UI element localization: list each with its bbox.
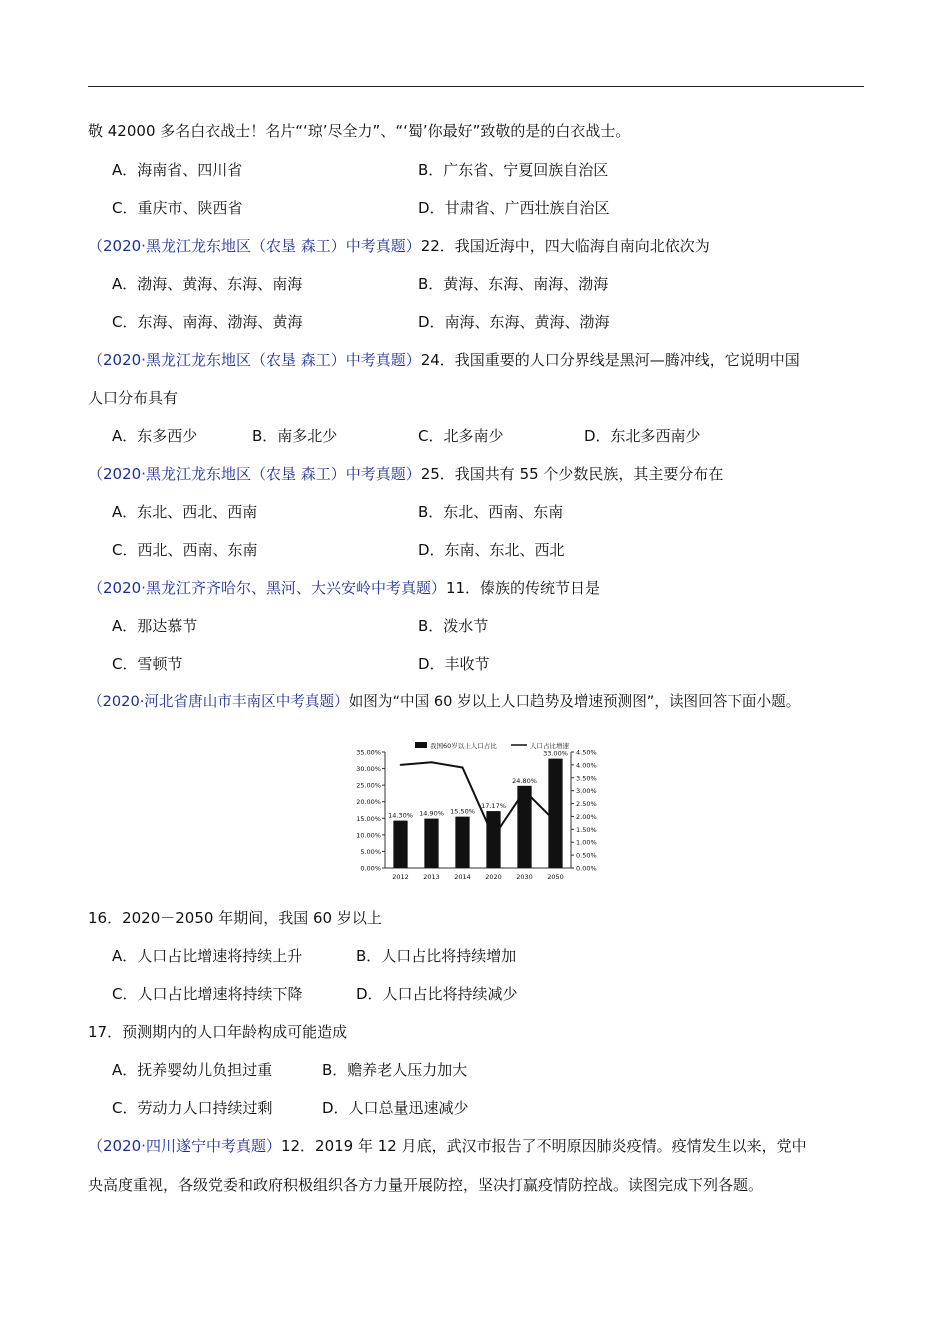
option-d[interactable]: D．东南、东北、西北	[418, 541, 565, 559]
legend-bar-label: 我国60岁以上人口占比	[430, 742, 497, 750]
option-d[interactable]: D．东北多西南少	[584, 427, 701, 445]
question-17: 17．预测期内的人口年龄构成可能造成	[88, 1023, 348, 1041]
option-a[interactable]: A．人口占比增速将持续上升	[112, 947, 303, 965]
question-group-intro	[88, 692, 800, 712]
right-tick-label: 2.00%	[576, 812, 597, 821]
right-tick-label: 4.50%	[576, 748, 597, 757]
option-b[interactable]: B．东北、西南、东南	[418, 503, 564, 521]
right-tick-label: 0.50%	[576, 851, 597, 860]
option-a[interactable]: A．抚养婴幼儿负担过重	[112, 1061, 273, 1079]
option-a[interactable]: A．东多西少	[112, 427, 198, 445]
left-tick-label: 15.00%	[356, 814, 381, 823]
data-label: 15.50%	[450, 807, 475, 816]
question-source: （2020·四川遂宁中考真题）	[88, 1137, 281, 1155]
option-c[interactable]: C．劳动力人口持续过剩	[112, 1099, 273, 1117]
x-tick-label: 2014	[454, 873, 471, 881]
option-d[interactable]: D．人口总量迅速减少	[322, 1099, 469, 1117]
option-b[interactable]: B．黄海、东海、南海、渤海	[418, 275, 609, 293]
question-stem: 25．我国共有 55 个少数民族，其主要分布在	[420, 465, 724, 483]
question-stem: 22．我国近海中，四大临海自南向北依次为	[420, 237, 710, 255]
option-d[interactable]: D．人口占比将持续减少	[356, 985, 518, 1003]
data-label: 24.80%	[512, 776, 537, 785]
question-11	[88, 578, 600, 598]
question-source: （2020·黑龙江齐齐哈尔、黑河、大兴安岭中考真题）	[88, 579, 446, 597]
data-label: 17.17%	[481, 802, 506, 811]
question-stem-continued: 央高度重视，各级党委和政府积极组织各方力量开展防控，坚决打赢疫情防控战。读图完成下列各题。	[88, 1176, 764, 1194]
question-25	[88, 464, 723, 484]
option-c[interactable]: C．东海、南海、渤海、黄海	[112, 313, 303, 331]
option-c[interactable]: C．人口占比增速将持续下降	[112, 985, 303, 1003]
bar	[455, 817, 469, 868]
question-source: （2020·黑龙江龙东地区（农垦 森工）中考真题）	[88, 465, 421, 483]
line-point	[555, 821, 557, 823]
bar	[393, 821, 407, 868]
question-24	[88, 350, 800, 370]
option-a[interactable]: A．东北、西北、西南	[112, 503, 258, 521]
left-tick-label: 0.00%	[360, 864, 381, 873]
question-source: （2020·黑龙江龙东地区（农垦 森工）中考真题）	[88, 237, 421, 255]
option-d[interactable]: D．甘肃省、广西壮族自治区	[418, 199, 610, 217]
legend-line-label: 人口占比增速	[530, 742, 569, 750]
question-stem: 24．我国重要的人口分界线是黑河—腾冲线，它说明中国	[420, 351, 800, 369]
line-point	[524, 790, 526, 792]
x-tick-label: 2030	[516, 873, 533, 881]
bar	[548, 759, 562, 868]
right-tick-label: 3.00%	[576, 787, 597, 796]
option-b[interactable]: B．泼水节	[418, 617, 489, 635]
option-c[interactable]: C．西北、西南、东南	[112, 541, 258, 559]
right-tick-label: 0.00%	[576, 864, 597, 873]
data-label: 14.30%	[388, 811, 413, 820]
right-tick-label: 1.00%	[576, 838, 597, 847]
option-c[interactable]: C．雪顿节	[112, 655, 183, 673]
right-tick-label: 1.50%	[576, 825, 597, 834]
x-tick-label: 2012	[392, 873, 409, 881]
question-source: （2020·河北省唐山市丰南区中考真题）	[88, 693, 349, 710]
question-stem: 敬 42000 多名白衣战士！名片“‘琼’尽全力”、“‘蜀’你最好”致敬的是的白衣战士。	[88, 122, 631, 140]
option-b[interactable]: B．南多北少	[252, 427, 338, 445]
x-tick-label: 2013	[423, 873, 440, 881]
option-d[interactable]: D．南海、东海、黄海、渤海	[418, 313, 610, 331]
bar	[486, 811, 500, 868]
option-a[interactable]: A．海南省、四川省	[112, 161, 243, 179]
x-tick-label: 2050	[547, 873, 564, 881]
line-point	[462, 767, 464, 769]
left-tick-label: 10.00%	[356, 831, 381, 840]
option-c[interactable]: C．北多南少	[418, 427, 504, 445]
option-d[interactable]: D．丰收节	[418, 655, 490, 673]
line-point	[493, 836, 495, 838]
option-b[interactable]: B．人口占比将持续增加	[356, 947, 517, 965]
left-tick-label: 35.00%	[356, 748, 381, 757]
question-12	[88, 1136, 807, 1156]
population-chart	[345, 740, 605, 890]
question-source: （2020·黑龙江龙东地区（农垦 森工）中考真题）	[88, 351, 421, 369]
data-label: 14.90%	[419, 809, 444, 818]
option-b[interactable]: B．广东省、宁夏回族自治区	[418, 161, 609, 179]
left-tick-label: 5.00%	[360, 847, 381, 856]
question-stem-continued: 人口分布具有	[88, 389, 179, 407]
growth-rate-line	[401, 762, 556, 837]
header-rule	[88, 86, 864, 87]
left-tick-label: 20.00%	[356, 798, 381, 807]
line-point	[431, 762, 433, 764]
right-tick-label: 3.50%	[576, 774, 597, 783]
question-stem: 12．2019 年 12 月底，武汉市报告了不明原因肺炎疫情。疫情发生以来，党中	[280, 1137, 807, 1155]
left-tick-label: 25.00%	[356, 781, 381, 790]
right-tick-label: 4.00%	[576, 761, 597, 770]
right-tick-label: 2.50%	[576, 800, 597, 809]
option-a[interactable]: A．渤海、黄海、东海、南海	[112, 275, 303, 293]
data-label: 33.00%	[543, 749, 568, 758]
question-22	[88, 236, 710, 256]
legend-bar-swatch	[415, 742, 427, 748]
option-a[interactable]: A．那达慕节	[112, 617, 198, 635]
option-c[interactable]: C．重庆市、陕西省	[112, 199, 243, 217]
bar	[424, 819, 438, 868]
option-b[interactable]: B．赡养老人压力加大	[322, 1061, 468, 1079]
question-stem: 如图为“中国 60 岁以上人口趋势及增速预测图”，读图回答下面小题。	[348, 693, 801, 710]
question-stem: 11．傣族的传统节日是	[445, 579, 601, 597]
left-tick-label: 30.00%	[356, 765, 381, 774]
x-tick-label: 2020	[485, 873, 502, 881]
line-point	[400, 764, 402, 766]
question-16: 16．2020－2050 年期间，我国 60 岁以上	[88, 909, 382, 927]
